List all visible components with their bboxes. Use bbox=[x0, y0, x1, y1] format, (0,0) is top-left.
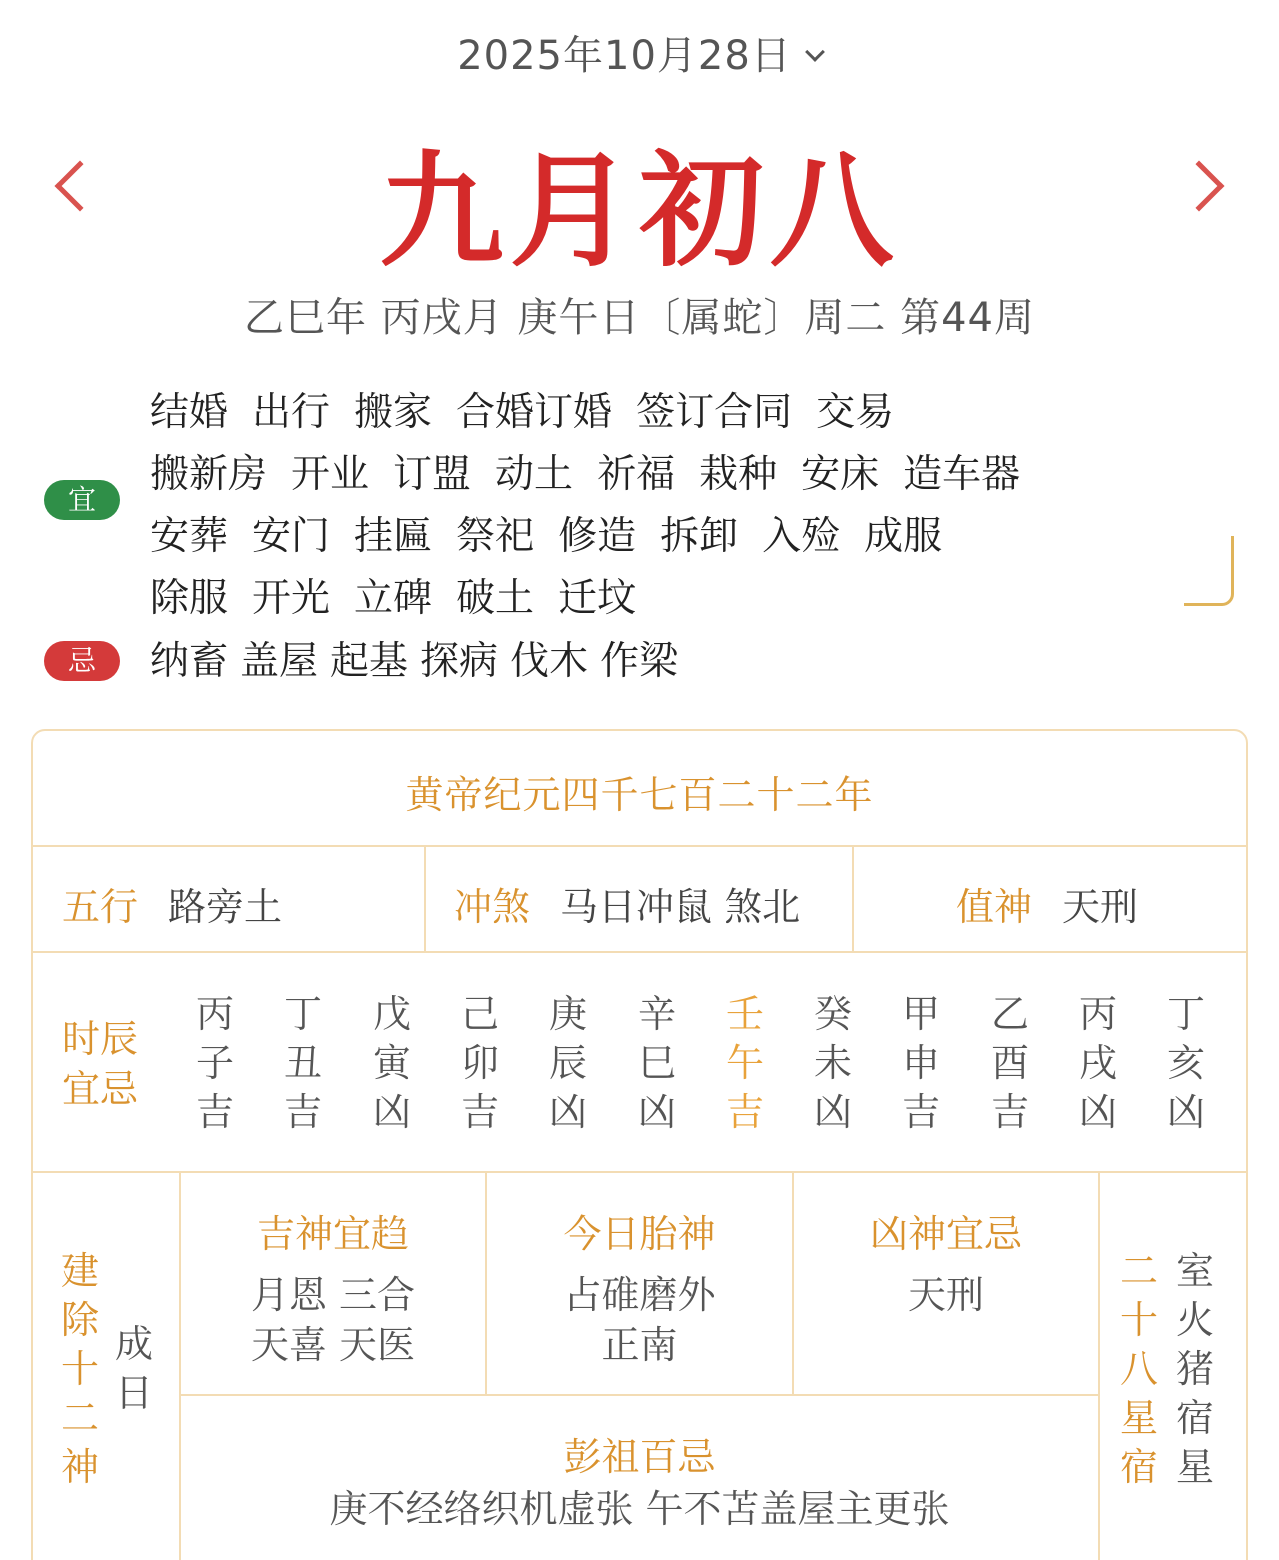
taishen-body bbox=[487, 1270, 792, 1370]
xiongshen-title: 凶神宜忌 bbox=[869, 1212, 1022, 1256]
ji-item: 伐木 bbox=[510, 639, 589, 684]
shichen-label: 时辰宜忌 bbox=[62, 1017, 139, 1111]
zhishen-cell bbox=[956, 876, 1138, 931]
hour-luck: 吉 bbox=[901, 1090, 940, 1134]
ji-item: 作梁 bbox=[600, 639, 679, 684]
yi-item: 立碑 bbox=[354, 576, 433, 621]
divider bbox=[852, 847, 854, 951]
hour-gan: 丁 bbox=[1166, 992, 1205, 1036]
hour-column[interactable] bbox=[367, 990, 417, 1137]
hour-column[interactable] bbox=[1073, 990, 1123, 1137]
hour-gan: 丙 bbox=[1078, 992, 1117, 1036]
yi-list bbox=[150, 382, 1050, 622]
pengzu-value: 庚不经络织机虚张 午不苫盖屋主更张 bbox=[329, 1487, 950, 1531]
hour-zhi: 丑 bbox=[283, 1041, 322, 1085]
hour-luck: 凶 bbox=[548, 1090, 587, 1134]
yi-item: 开业 bbox=[291, 452, 370, 497]
divider bbox=[33, 1171, 1246, 1173]
wuxing-label: 五行 bbox=[62, 885, 139, 929]
ji-item: 起基 bbox=[330, 639, 409, 684]
lunar-date: 九月初八 bbox=[379, 139, 900, 284]
hour-gan: 癸 bbox=[813, 992, 852, 1036]
zhishen-value: 天刑 bbox=[1062, 885, 1139, 929]
hour-luck: 凶 bbox=[813, 1090, 852, 1134]
divider bbox=[424, 847, 426, 951]
hour-gan: 辛 bbox=[637, 992, 676, 1036]
yi-item: 搬家 bbox=[354, 390, 433, 435]
hour-luck: 吉 bbox=[725, 1090, 764, 1134]
yi-item: 挂匾 bbox=[354, 514, 433, 559]
wuxing-value: 路旁土 bbox=[168, 885, 283, 929]
hour-zhi: 午 bbox=[725, 1041, 764, 1085]
hour-column[interactable] bbox=[896, 990, 946, 1137]
chevron-down-icon bbox=[805, 42, 825, 62]
xiu-label: 二十八星宿 bbox=[1119, 1249, 1158, 1489]
chongsha-value: 马日冲鼠 煞北 bbox=[560, 885, 801, 929]
yi-item: 交易 bbox=[816, 390, 895, 435]
yi-item: 签订合同 bbox=[636, 390, 793, 435]
jishen-title: 吉神宜趋 bbox=[256, 1212, 409, 1256]
hour-luck: 吉 bbox=[990, 1090, 1029, 1134]
pengzu-title: 彭祖百忌 bbox=[563, 1435, 716, 1479]
taishen-line: 正南 bbox=[601, 1323, 678, 1367]
yi-item: 祭祀 bbox=[456, 514, 535, 559]
hour-zhi: 辰 bbox=[548, 1041, 587, 1085]
solar-date: 2025年10月28日 bbox=[457, 33, 792, 79]
jishen-line: 天喜 天医 bbox=[250, 1323, 416, 1367]
yi-item: 拆卸 bbox=[660, 514, 739, 559]
hour-zhi: 申 bbox=[901, 1041, 940, 1085]
hour-column[interactable] bbox=[278, 990, 328, 1137]
hour-zhi: 亥 bbox=[1166, 1041, 1205, 1085]
yi-item: 入殓 bbox=[762, 514, 841, 559]
hour-column[interactable] bbox=[1161, 990, 1211, 1137]
jishen-line: 月恩 三合 bbox=[250, 1273, 416, 1317]
yi-item: 安门 bbox=[252, 514, 331, 559]
hour-gan: 丙 bbox=[195, 992, 234, 1036]
era-title: 黄帝纪元四千七百二十二年 bbox=[405, 773, 874, 817]
yi-item: 开光 bbox=[252, 576, 331, 621]
xiongshen-line: 天刑 bbox=[907, 1273, 984, 1317]
hour-zhi: 未 bbox=[813, 1041, 852, 1085]
yi-item: 祈福 bbox=[597, 452, 676, 497]
hour-column[interactable] bbox=[985, 990, 1035, 1137]
hour-column[interactable] bbox=[808, 990, 858, 1137]
hour-gan: 丁 bbox=[283, 992, 322, 1036]
yi-item: 破土 bbox=[456, 576, 535, 621]
hour-luck: 吉 bbox=[195, 1090, 234, 1134]
yi-item: 搬新房 bbox=[150, 452, 268, 497]
hour-luck: 凶 bbox=[637, 1090, 676, 1134]
hour-column[interactable] bbox=[632, 990, 682, 1137]
yi-item: 安床 bbox=[801, 452, 880, 497]
divider bbox=[180, 1394, 1099, 1396]
yi-item: 合婚订婚 bbox=[456, 390, 613, 435]
taishen-line: 占碓磨外 bbox=[563, 1273, 716, 1317]
yi-item: 栽种 bbox=[699, 452, 778, 497]
yi-item: 除服 bbox=[150, 576, 229, 621]
taishen-title: 今日胎神 bbox=[563, 1212, 716, 1256]
expand-corner-icon[interactable] bbox=[1184, 536, 1234, 606]
hour-gan: 壬 bbox=[725, 992, 764, 1036]
jianchu-value: 成日 bbox=[114, 1322, 153, 1415]
hour-gan: 庚 bbox=[548, 992, 587, 1036]
hour-gan: 戊 bbox=[372, 992, 411, 1036]
hour-zhi: 巳 bbox=[637, 1041, 676, 1085]
ji-item: 探病 bbox=[420, 639, 499, 684]
ganzhi-line: 乙巳年 丙戌月 庚午日〔属蛇〕周二 第44周 bbox=[243, 295, 1036, 341]
yi-item: 造车器 bbox=[903, 452, 1021, 497]
yi-item: 迁坟 bbox=[558, 576, 637, 621]
hour-zhi: 寅 bbox=[372, 1041, 411, 1085]
chongsha-label: 冲煞 bbox=[454, 885, 531, 929]
ji-list bbox=[150, 634, 690, 690]
divider bbox=[33, 951, 1246, 953]
divider bbox=[33, 845, 1246, 847]
yi-item: 结婚 bbox=[150, 390, 229, 435]
jianchu-label: 建除十二神 bbox=[60, 1249, 99, 1489]
hour-column[interactable] bbox=[190, 990, 240, 1137]
chongsha-cell bbox=[454, 876, 800, 931]
hour-column[interactable] bbox=[455, 990, 505, 1137]
hour-gan: 甲 bbox=[901, 992, 940, 1036]
hour-gan: 己 bbox=[460, 992, 499, 1036]
hour-zhi: 戌 bbox=[1078, 1041, 1117, 1085]
yi-item: 安葬 bbox=[150, 514, 229, 559]
hour-luck: 凶 bbox=[372, 1090, 411, 1134]
hour-zhi: 酉 bbox=[990, 1041, 1029, 1085]
divider bbox=[1098, 1173, 1100, 1560]
jishen-body bbox=[181, 1270, 485, 1370]
yi-item: 动土 bbox=[495, 452, 574, 497]
date-selector[interactable] bbox=[0, 24, 1279, 81]
hour-luck: 凶 bbox=[1078, 1090, 1117, 1134]
wuxing-cell bbox=[62, 876, 282, 931]
yi-item: 订盟 bbox=[393, 452, 472, 497]
hour-column[interactable] bbox=[543, 990, 593, 1137]
hour-zhi: 卯 bbox=[460, 1041, 499, 1085]
yi-item: 成服 bbox=[864, 514, 943, 559]
ji-item: 盖屋 bbox=[240, 639, 319, 684]
yi-item: 出行 bbox=[252, 390, 331, 435]
yi-badge: 宜 bbox=[44, 480, 120, 520]
ji-badge: 忌 bbox=[44, 641, 120, 681]
hour-column[interactable] bbox=[720, 990, 770, 1137]
xiu-value: 室火猪宿星 bbox=[1175, 1249, 1214, 1489]
ji-item: 纳畜 bbox=[150, 639, 229, 684]
zhishen-label: 值神 bbox=[956, 885, 1033, 929]
hour-zhi: 子 bbox=[195, 1041, 234, 1085]
xiongshen-body bbox=[794, 1270, 1098, 1320]
hour-luck: 吉 bbox=[283, 1090, 322, 1134]
hour-luck: 吉 bbox=[460, 1090, 499, 1134]
hour-gan: 乙 bbox=[990, 992, 1029, 1036]
yi-item: 修造 bbox=[558, 514, 637, 559]
hour-luck: 凶 bbox=[1166, 1090, 1205, 1134]
